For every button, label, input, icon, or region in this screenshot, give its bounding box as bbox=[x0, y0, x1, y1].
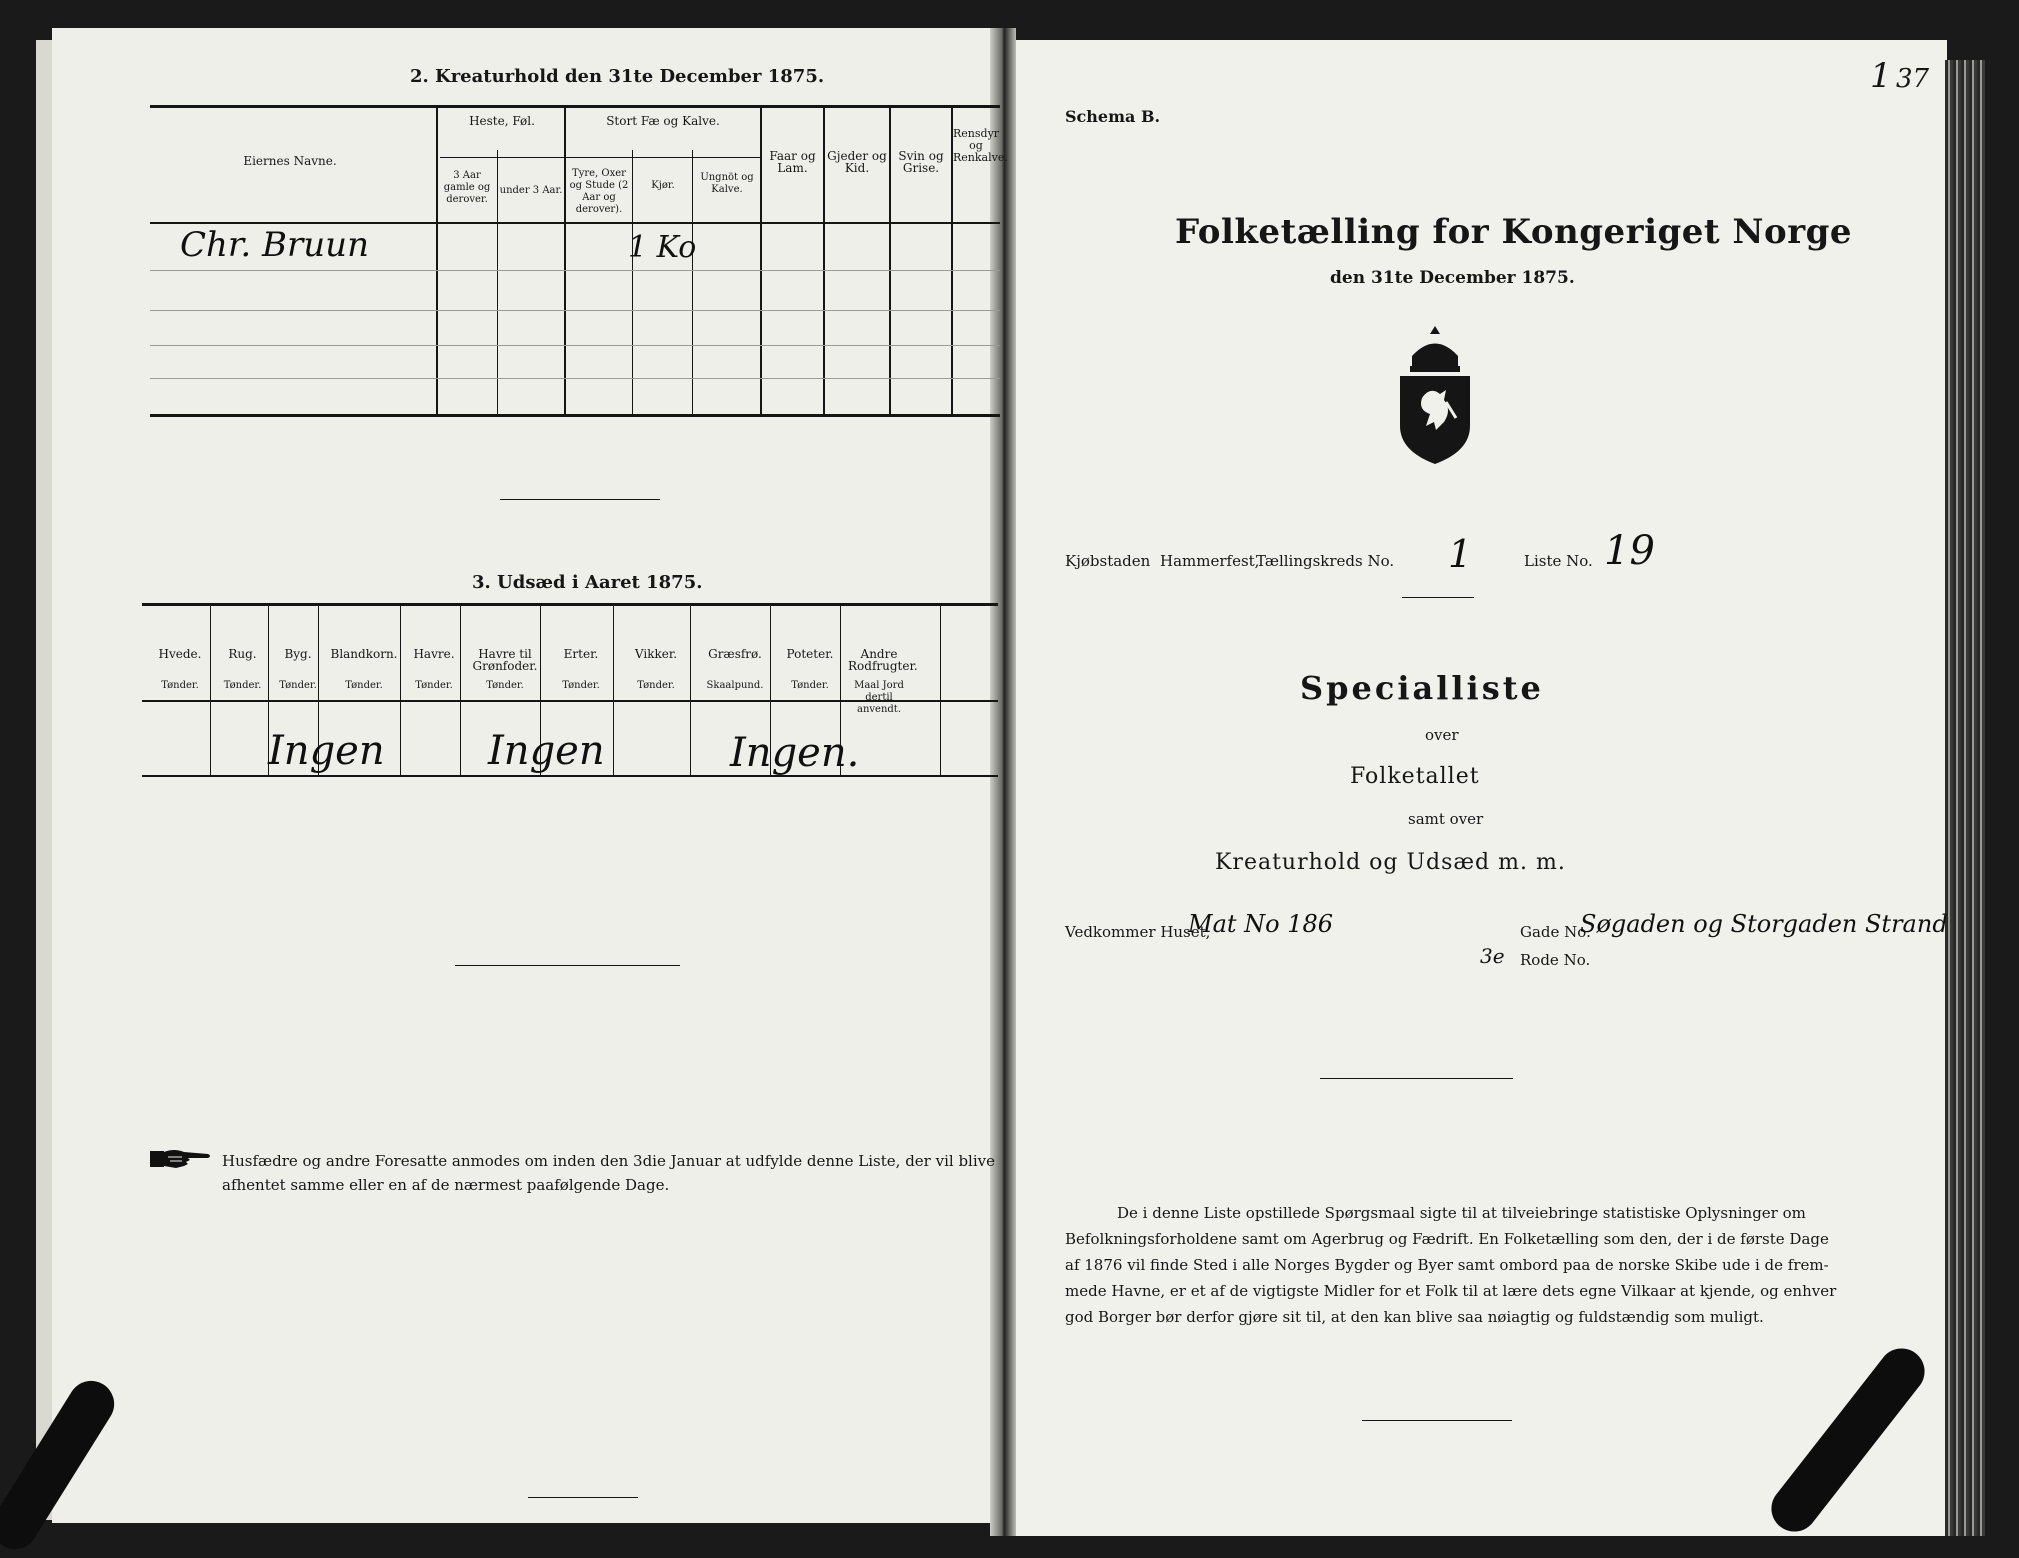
seed-header-unit-10: Maal Jord dertil anvendt. bbox=[854, 680, 904, 715]
explanatory-paragraph bbox=[1065, 1200, 1837, 1330]
seed-header-4: Havre. bbox=[413, 647, 455, 661]
seed-entry-ingen-1: Ingen bbox=[268, 728, 385, 774]
header-horses-3yr: 3 Aar gamle og derover. bbox=[443, 170, 491, 205]
seed-header-10: Andre Rodfrugter. bbox=[848, 647, 918, 673]
schema-label: Schema B. bbox=[1065, 107, 1161, 126]
gade-label: Gade No. bbox=[1520, 923, 1591, 941]
right-page-edge bbox=[1945, 60, 1985, 1536]
cows-count-entry: 1 Ko bbox=[628, 230, 697, 265]
livestock-table-top-rule bbox=[150, 105, 1000, 108]
livestock-col-divider bbox=[436, 105, 438, 415]
seed-col-divider bbox=[613, 605, 614, 775]
livestock-row-line bbox=[150, 270, 1000, 271]
kreds-label: Tællingskreds No. bbox=[1256, 552, 1395, 570]
seed-header-9: Poteter. bbox=[786, 647, 834, 661]
livestock-col-divider bbox=[497, 150, 498, 415]
specialliste-heading: Specialliste bbox=[1300, 669, 1544, 707]
seed-header-unit-8: Skaalpund. bbox=[706, 680, 764, 691]
header-cattle: Stort Fæ og Kalve. bbox=[606, 114, 720, 128]
paragraph-line: god Borger bør derfor gjøre sit til, at den kan blive saa nøiagtig og fuldstændig som muligt. bbox=[1065, 1308, 1764, 1326]
header-horses-under3: under 3 Aar. bbox=[499, 185, 563, 196]
paragraph-line: Befolkningsforholdene samt om Agerbrug og Fædrift. En Folketælling som den, der i de første Dage bbox=[1065, 1230, 1829, 1248]
notice-line-1: Husfædre og andre Foresatte anmodes om inden den 3die Januar at udfylde denne Liste, der vil blive bbox=[222, 1152, 995, 1170]
huset-label: Vedkommer Huset, bbox=[1065, 923, 1211, 941]
seed-header-5: Havre til Grønfoder. bbox=[472, 647, 538, 673]
header-cattle-bulls: Tyre, Oxer og Stude (2 Aar og derover). bbox=[569, 168, 629, 215]
header-sheep: Faar og Lam. bbox=[769, 149, 816, 175]
seed-col-divider bbox=[460, 605, 461, 775]
header-cattle-cows: Kjør. bbox=[651, 180, 675, 191]
seed-header-3: Blandkorn. bbox=[330, 647, 398, 661]
livestock-col-divider bbox=[564, 105, 566, 415]
seed-col-divider bbox=[690, 605, 691, 775]
seed-header-2: Byg. bbox=[284, 647, 312, 661]
header-cattle-calves: Ungnöt og Kalve. bbox=[700, 172, 754, 195]
seed-header-unit-7: Tønder. bbox=[637, 680, 675, 691]
livestock-col-divider bbox=[632, 150, 633, 415]
kreds-value: 1 bbox=[1448, 532, 1473, 576]
livestock-subheader-rule bbox=[440, 157, 760, 158]
rode-prefix: 3e bbox=[1480, 944, 1505, 968]
notice-line-2: afhentet samme eller en af de nærmest paafølgende Dage. bbox=[222, 1176, 670, 1194]
seed-header-8: Græsfrø. bbox=[708, 647, 762, 661]
livestock-table-header-rule bbox=[150, 222, 1000, 224]
seed-header-unit-1: Tønder. bbox=[223, 680, 262, 691]
livestock-table-bottom-rule bbox=[150, 414, 1000, 417]
gade-value: Søgaden og Storgaden Strand bbox=[1580, 910, 1948, 938]
seed-col-divider bbox=[400, 605, 401, 775]
liste-label: Liste No. bbox=[1524, 552, 1593, 570]
livestock-row-line bbox=[150, 345, 1000, 346]
right-bottom-line bbox=[1362, 1420, 1512, 1421]
norway-coat-of-arms-icon bbox=[1390, 326, 1480, 470]
right-separator-line-2 bbox=[1320, 1078, 1513, 1079]
pointing-hand-icon bbox=[150, 1146, 212, 1176]
seed-section-title: 3. Udsæd i Aaret 1875. bbox=[472, 572, 703, 593]
paragraph-line: af 1876 vil finde Sted i alle Norges Bygder og Byer samt ombord paa de norske Skibe ude i de frem- bbox=[1065, 1256, 1829, 1274]
paragraph-line: De i denne Liste opstillede Spørgsmaal sigte til at tilveiebringe statistiske Oplysninger om bbox=[1117, 1204, 1806, 1222]
left-bottom-line bbox=[528, 1497, 638, 1498]
right-separator-line bbox=[1402, 597, 1474, 598]
seed-header-unit-0: Tønder. bbox=[161, 680, 199, 691]
rode-label: Rode No. bbox=[1520, 951, 1591, 969]
seed-header-unit-5: Tønder. bbox=[486, 680, 524, 691]
header-horses: Heste, Føl. bbox=[469, 114, 535, 128]
paragraph-line: mede Havne, er et af de vigtigste Midler for et Folk til at lære dets egne Vilkaar at kjende, og enhver bbox=[1065, 1282, 1837, 1300]
left-separator-line-2 bbox=[455, 965, 680, 966]
seed-header-unit-4: Tønder. bbox=[415, 680, 453, 691]
seed-header-0: Hvede. bbox=[158, 647, 202, 661]
livestock-row-line bbox=[150, 310, 1000, 311]
page-number-prefix: 1 bbox=[1870, 56, 1892, 96]
header-owner-names: Eiernes Navne. bbox=[243, 154, 337, 168]
samt-over-text: samt over bbox=[1408, 810, 1484, 828]
seed-header-unit-9: Tønder. bbox=[791, 680, 829, 691]
header-goats: Gjeder og Kid. bbox=[827, 149, 887, 175]
census-title: Folketælling for Kongeriget Norge bbox=[1175, 212, 1853, 252]
seed-table-top-rule bbox=[142, 603, 998, 606]
seed-header-6: Erter. bbox=[563, 647, 599, 661]
header-pigs: Svin og Grise. bbox=[898, 149, 944, 175]
liste-value: 19 bbox=[1604, 528, 1655, 574]
kjobstaden-label: Kjøbstaden bbox=[1065, 552, 1151, 570]
seed-header-7: Vikker. bbox=[634, 647, 678, 661]
header-reindeer: Rensdyr og Renkalve. bbox=[953, 127, 1008, 164]
seed-header-unit-3: Tønder. bbox=[345, 680, 383, 691]
livestock-col-divider bbox=[692, 150, 693, 415]
census-subtitle: den 31te December 1875. bbox=[1330, 268, 1575, 288]
page-number: 37 bbox=[1896, 64, 1930, 94]
huset-value: Mat No 186 bbox=[1188, 910, 1334, 938]
seed-col-divider bbox=[940, 605, 941, 775]
seed-entry-ingen-2: Ingen bbox=[488, 728, 605, 774]
over-text-1: over bbox=[1425, 726, 1459, 744]
owner-name-entry: Chr. Bruun bbox=[180, 225, 369, 265]
livestock-row-line bbox=[150, 378, 1000, 379]
seed-table-bottom-rule bbox=[142, 775, 998, 777]
seed-entry-ingen-3: Ingen. bbox=[730, 730, 860, 776]
folketallet-heading: Folketallet bbox=[1350, 764, 1480, 789]
kjobstaden-value: Hammerfest, bbox=[1160, 552, 1260, 570]
seed-header-unit-6: Tønder. bbox=[562, 680, 600, 691]
livestock-section-title: 2. Kreaturhold den 31te December 1875. bbox=[410, 66, 825, 87]
left-separator-line bbox=[500, 499, 660, 500]
kreaturhold-heading: Kreaturhold og Udsæd m. m. bbox=[1215, 850, 1566, 875]
seed-header-1: Rug. bbox=[228, 647, 257, 661]
seed-header-unit-2: Tønder. bbox=[279, 680, 317, 691]
book-spine bbox=[990, 28, 1016, 1536]
seed-col-divider bbox=[210, 605, 211, 775]
